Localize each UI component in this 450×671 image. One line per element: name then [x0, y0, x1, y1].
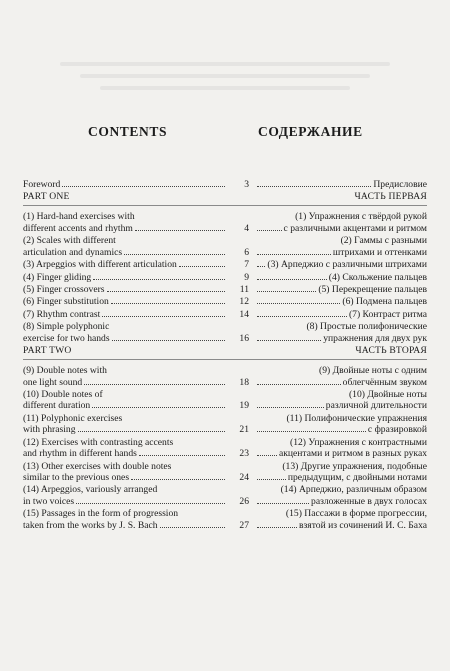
leader-dots: [111, 303, 225, 304]
toc-entry-en-line: exercise for two hands: [23, 333, 227, 345]
toc-entry-ru-line: (8) Простые полифонические: [306, 321, 427, 333]
toc-entry-en-line: (13) Other exercises with double notes: [23, 460, 172, 472]
page-number: 6: [244, 246, 249, 258]
bleed-through: [60, 62, 390, 66]
toc-entry[interactable]: [23, 235, 427, 258]
toc-entry-ru-line: (6) Подмена пальцев: [249, 296, 427, 308]
toc-entry-en-line: articulation and dynamics: [23, 247, 227, 259]
bleed-through: [80, 74, 370, 78]
part-heading: [23, 191, 427, 202]
page-number: 12: [239, 296, 249, 308]
toc-entry-en: [23, 211, 249, 234]
leader-dots: [107, 291, 225, 292]
toc-entry-en-line: (10) Double notes of: [23, 388, 103, 400]
toc-entry[interactable]: [23, 179, 427, 191]
part-title-ru: ЧАСТЬ ВТОРАЯ: [355, 345, 427, 357]
toc-entry-ru-line: с фразировкой: [249, 424, 427, 436]
leader-dots: [257, 279, 327, 280]
leader-dots: [257, 479, 286, 480]
toc-entry-en-line: (8) Simple polyphonic: [23, 321, 110, 333]
toc-entry[interactable]: [23, 321, 427, 344]
part-rule: [23, 359, 427, 360]
toc-entry-ru-line: (11) Полифонические упражнения: [286, 412, 427, 424]
page-number: 21: [239, 424, 249, 436]
part-title-en: PART ONE: [23, 191, 70, 203]
toc-entry-ru: [249, 272, 427, 284]
toc-entry-en-line: in two voices: [23, 496, 227, 508]
toc-entry-ru-line: (7) Контраст ритма: [249, 309, 427, 321]
toc-entry-en: [23, 235, 249, 258]
toc-entry-en-line: (7) Rhythm contrast: [23, 309, 227, 321]
toc-entry[interactable]: [23, 461, 427, 484]
toc-entry-en: [23, 179, 249, 191]
contents-heading-en: CONTENTS: [88, 124, 168, 139]
toc-entry-ru-line: различной длительности: [249, 400, 427, 412]
leader-dots: [124, 254, 225, 255]
toc-entry-ru-line: (13) Другие упражнения, подобные: [282, 460, 427, 472]
toc-entry-ru-line: (10) Двойные ноты: [348, 388, 427, 400]
toc-entry-ru: [249, 235, 427, 258]
toc-entry-en-line: Foreword: [23, 179, 227, 191]
leader-dots: [84, 384, 225, 385]
toc-entry-en-line: (9) Double notes with: [23, 365, 107, 377]
toc-entry-en: [23, 309, 249, 321]
toc-entry-en-line: (14) Arpeggios, variously arranged: [23, 484, 158, 496]
page-number: 19: [239, 400, 249, 412]
leader-dots: [257, 527, 297, 528]
toc-entry-ru-line: (9) Двойные ноты с одним: [319, 365, 427, 377]
toc-entry-en: [23, 296, 249, 308]
toc-entry-en-line: (5) Finger crossovers: [23, 284, 227, 296]
toc-entry[interactable]: [23, 284, 427, 296]
leader-dots: [257, 230, 282, 231]
toc-entry-ru: [249, 413, 427, 436]
leader-dots: [257, 254, 331, 255]
toc-entry-ru: [249, 179, 427, 191]
toc-entry-ru-line: (3) Арпеджио с различными штрихами: [249, 259, 427, 271]
toc-entry-en-line: (3) Arpeggios with different articulation: [23, 259, 227, 271]
toc-entry-en: [23, 259, 249, 271]
toc-entry-ru: [249, 211, 427, 234]
toc-entry[interactable]: [23, 309, 427, 321]
toc-entry-ru: [249, 437, 427, 460]
leader-dots: [257, 186, 371, 187]
toc-entry-en-line: (1) Hard-hand exercises with: [23, 211, 135, 223]
toc-entry-en: [23, 389, 249, 412]
toc-entry-ru-line: с различными акцентами и ритмом: [249, 223, 427, 235]
leader-dots: [257, 340, 321, 341]
toc-entry-en-line: (11) Polyphonic exercises: [23, 412, 123, 424]
leader-dots: [257, 316, 347, 317]
toc-entry-en: [23, 413, 249, 436]
leader-dots: [135, 230, 225, 231]
toc-entry-ru-line: разложенные в двух голосах: [249, 496, 427, 508]
toc-entry[interactable]: [23, 296, 427, 308]
toc-entry-ru-line: акцентами и ритмом в разных руках: [249, 448, 427, 460]
toc-entry-en-line: different duration: [23, 400, 227, 412]
part-heading: [23, 345, 427, 356]
toc-entry-ru: [249, 296, 427, 308]
toc-entry-en: [23, 365, 249, 388]
leader-dots: [62, 186, 225, 187]
toc-entry[interactable]: [23, 211, 427, 234]
toc-entry-ru-line: штрихами и оттенками: [249, 247, 427, 259]
toc-entry-ru-line: (1) Упражнения с твёрдой рукой: [295, 211, 427, 223]
toc-entry-en: [23, 284, 249, 296]
toc-entry-en-line: (2) Scales with different: [23, 235, 116, 247]
leader-dots: [76, 503, 225, 504]
toc-entry-en-line: one light sound: [23, 377, 227, 389]
toc-entry[interactable]: [23, 259, 427, 271]
leader-dots: [179, 266, 225, 267]
toc-entry-ru: [249, 508, 427, 531]
toc-entry-en-line: taken from the works by J. S. Bach: [23, 520, 227, 532]
toc-entry-ru: [249, 461, 427, 484]
contents-heading-ru: СОДЕРЖАНИЕ: [258, 124, 363, 139]
toc-entry-ru-line: (5) Перекрещение пальцев: [249, 284, 427, 296]
toc-entry-ru-line: облегчённым звуком: [249, 377, 427, 389]
toc-entry-ru-line: Предисловие: [249, 179, 427, 191]
toc-entry-en-line: similar to the previous ones: [23, 472, 227, 484]
toc-entry[interactable]: [23, 389, 427, 412]
bleed-through: [100, 86, 350, 90]
toc-entry-en: [23, 437, 249, 460]
toc-entry-en: [23, 461, 249, 484]
toc-entry[interactable]: [23, 508, 427, 531]
leader-dots: [112, 340, 225, 341]
toc-entry-en: [23, 321, 249, 344]
leader-dots: [257, 503, 309, 504]
page-number: 27: [239, 519, 249, 531]
toc-entry-ru-line: (12) Упражнения с контрастными: [290, 436, 427, 448]
leader-dots: [257, 407, 324, 408]
toc-entry-ru-line: упражнения для двух рук: [249, 333, 427, 345]
toc-entry[interactable]: [23, 365, 427, 388]
table-of-contents: [23, 179, 427, 532]
leader-dots: [257, 384, 341, 385]
page-number: 16: [239, 332, 249, 344]
leader-dots: [257, 455, 277, 456]
toc-entry[interactable]: [23, 413, 427, 436]
page-number: 11: [239, 283, 249, 295]
leader-dots: [257, 431, 366, 432]
toc-entry-ru: [249, 284, 427, 296]
page-number: 23: [239, 448, 249, 460]
page-number: 3: [244, 179, 249, 190]
toc-entry-ru-line: предыдущим, с двойными нотами: [249, 472, 427, 484]
leader-dots: [139, 455, 225, 456]
leader-dots: [257, 291, 316, 292]
toc-entry-en-line: (12) Exercises with contrasting accents: [23, 436, 174, 448]
toc-entry-ru-line: (2) Гаммы с разными: [340, 235, 427, 247]
toc-entry-ru: [249, 321, 427, 344]
toc-entry-en: [23, 272, 249, 284]
page-number: 24: [239, 472, 249, 484]
toc-entry-ru-line: взятой из сочинений И. С. Баха: [249, 520, 427, 532]
toc-entry-en-line: (4) Finger gliding: [23, 272, 227, 284]
toc-entry-ru: [249, 365, 427, 388]
toc-entry-ru: [249, 309, 427, 321]
page-number: 14: [239, 308, 249, 320]
part-title-ru: ЧАСТЬ ПЕРВАЯ: [354, 191, 427, 203]
toc-entry-ru-line: (4) Скольжение пальцев: [249, 272, 427, 284]
leader-dots: [257, 303, 340, 304]
toc-entry-en-line: different accents and rhythm: [23, 223, 227, 235]
leader-dots: [257, 266, 265, 267]
toc-entry-en: [23, 508, 249, 531]
leader-dots: [93, 279, 225, 280]
toc-entry-en-line: and rhythm in different hands: [23, 448, 227, 460]
toc-entry-en-line: (6) Finger substitution: [23, 296, 227, 308]
leader-dots: [92, 407, 225, 408]
page-number: 26: [239, 495, 249, 507]
leader-dots: [102, 316, 225, 317]
toc-entry[interactable]: [23, 484, 427, 507]
toc-entry-en: [23, 484, 249, 507]
leader-dots: [160, 527, 225, 528]
toc-entry[interactable]: [23, 437, 427, 460]
toc-entry-ru: [249, 484, 427, 507]
toc-entry-ru-line: (14) Арпеджио, различным образом: [280, 484, 427, 496]
toc-entry-ru: [249, 389, 427, 412]
part-title-en: PART TWO: [23, 345, 72, 357]
toc-entry-en-line: with phrasing: [23, 424, 227, 436]
page-number: 7: [244, 259, 249, 271]
leader-dots: [78, 431, 226, 432]
toc-entry-ru: [249, 259, 427, 271]
toc-entry[interactable]: [23, 272, 427, 284]
toc-entry-en-line: (15) Passages in the form of progression: [23, 508, 179, 520]
toc-entry-ru-line: (15) Пассажи в форме прогрессии,: [285, 508, 427, 520]
leader-dots: [131, 479, 225, 480]
page-number: 9: [244, 271, 249, 283]
page-number: 4: [244, 222, 249, 234]
part-rule: [23, 205, 427, 206]
page-number: 18: [239, 376, 249, 388]
